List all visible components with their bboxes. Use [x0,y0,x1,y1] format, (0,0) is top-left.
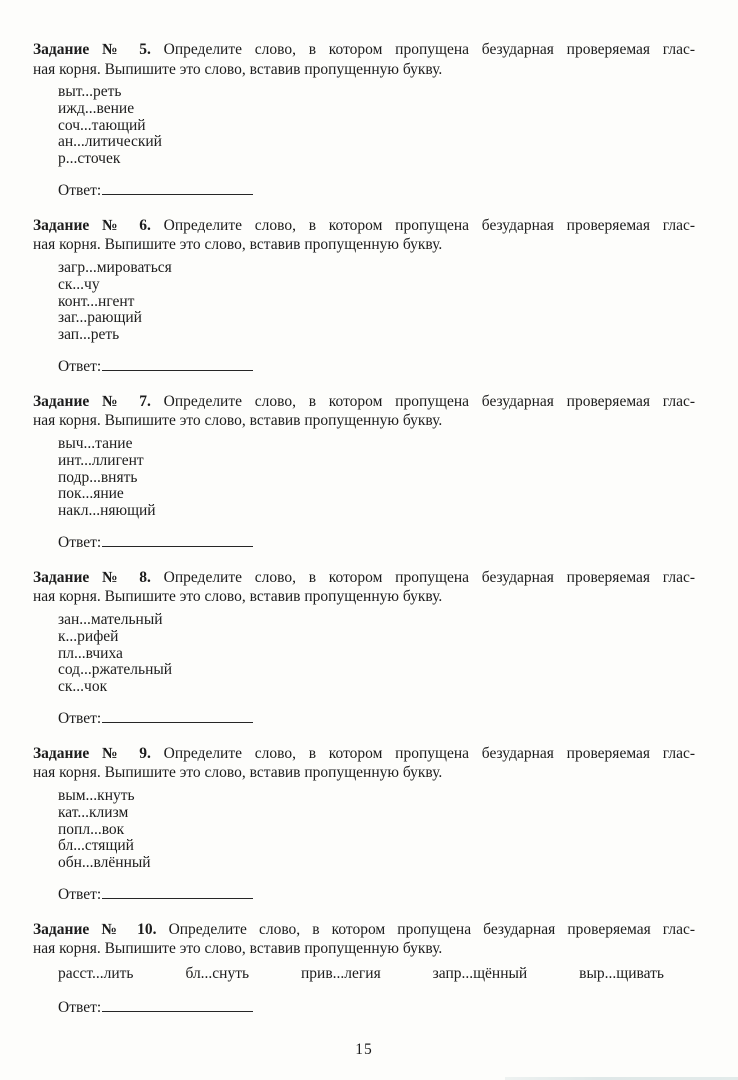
task-heading-line2: ная корня. Выпишите это слово, вставив пропущенную букву. [33,60,443,78]
word-option: расст...лить [58,964,134,982]
answer-row [58,181,695,200]
word-list [58,84,695,168]
word-option: к...рифей [58,627,119,645]
task-block-10 [33,920,695,1017]
word-option: зап...реть [58,326,120,344]
answer-blank [102,998,253,1012]
task-heading-line2: ная корня. Выпишите это слово, вставив пропущенную букву. [33,412,443,430]
answer-label: Ответ: [58,709,102,727]
task-heading-line2: ная корня. Выпишите это слово, вставив пропущенную букву. [33,588,443,606]
task-instruction-text: Определите слово, в котором пропущена безударная проверяемая глас- [163,568,696,586]
task-heading [33,40,695,79]
word-option: попл...вок [58,820,125,838]
task-block-7 [33,392,695,552]
task-instruction-text: Определите слово, в котором пропущена безударная проверяемая глас- [163,41,696,58]
task-heading-line2: ная корня. Выпишите это слово, вставив пропущенную букву. [33,940,443,958]
answer-blank [102,709,253,723]
task-number-label: Задание № 9. [33,744,151,762]
word-option: ан...литический [58,133,162,151]
word-option: загр...мироваться [58,258,172,276]
task-heading-line1 [33,920,695,940]
word-option: инт...ллигент [58,451,144,469]
answer-row [58,885,695,904]
answer-row [58,998,695,1017]
word-option: конт...нгент [58,292,135,310]
word-option: ск...чу [58,275,100,293]
task-heading-line1 [33,744,695,764]
task-number-label: Задание № 10. [33,920,157,938]
word-option: обн...влённый [58,854,151,872]
task-instruction-text: Определите слово, в котором пропущена безударная проверяемая глас- [163,744,696,762]
answer-blank [102,533,253,547]
answer-row [58,709,695,728]
task-block-8 [33,568,695,728]
task-instruction-text: Определите слово, в котором пропущена безударная проверяемая глас- [163,216,696,234]
task-heading-line2: ная корня. Выпишите это слово, вставив пропущенную букву. [33,764,443,782]
task-block-5 [33,40,695,200]
word-option: соч...тающий [58,116,146,134]
answer-row [58,533,695,552]
word-list [58,612,695,696]
answer-blank [102,357,253,371]
word-option: зан...мательный [58,610,163,628]
task-heading-line1 [33,392,695,412]
task-instruction-text: Определите слово, в котором пропущена безударная проверяемая глас- [163,392,696,410]
word-option: прив...легия [301,964,381,982]
task-number-label: Задание № 5. [33,41,151,58]
word-list [58,260,695,344]
task-heading-line1 [33,216,695,236]
word-option: заг...рающий [58,309,142,327]
word-option: подр...внять [58,468,138,486]
word-option: ск...чок [58,678,108,696]
answer-label: Ответ: [58,998,102,1016]
word-option: выч...тание [58,434,133,452]
word-option: запр...щённый [432,964,528,982]
task-heading [33,568,695,607]
word-option: бл...стящий [58,837,134,855]
word-option: кат...клизм [58,803,129,821]
answer-blank [102,181,253,195]
answer-blank [102,885,253,899]
task-heading [33,920,695,959]
answer-label: Ответ: [58,533,102,551]
task-heading-line1 [33,40,695,60]
task-heading [33,216,695,255]
word-option: вым...кнуть [58,786,135,804]
answer-label: Ответ: [58,357,102,375]
task-heading-line1 [33,568,695,588]
word-option: сод...ржательный [58,661,173,679]
word-option: пл...вчиха [58,644,123,662]
word-option: р...сточек [58,150,121,168]
word-option: пок...яние [58,485,124,503]
word-option: накл...няющий [58,502,156,520]
answer-label: Ответ: [58,885,102,903]
word-list [58,788,695,872]
answer-row [58,357,695,376]
task-heading [33,744,695,783]
word-option: выр...щивать [579,964,664,982]
task-number-label: Задание № 8. [33,568,151,586]
word-option: ижд...вение [58,99,135,117]
task-block-9 [33,744,695,904]
word-list [58,436,695,520]
page-number: 15 [355,1040,373,1058]
task-heading-line2: ная корня. Выпишите это слово, вставив пропущенную букву. [33,236,443,254]
task-block-6 [33,216,695,376]
word-option: выт...реть [58,83,122,100]
answer-label: Ответ: [58,181,102,199]
task-number-label: Задание № 7. [33,392,151,410]
word-row [58,966,664,983]
task-instruction-text: Определите слово, в котором пропущена безударная проверяемая глас- [168,920,696,938]
task-heading [33,392,695,431]
task-number-label: Задание № 6. [33,216,151,234]
word-option: бл...снуть [185,964,250,982]
